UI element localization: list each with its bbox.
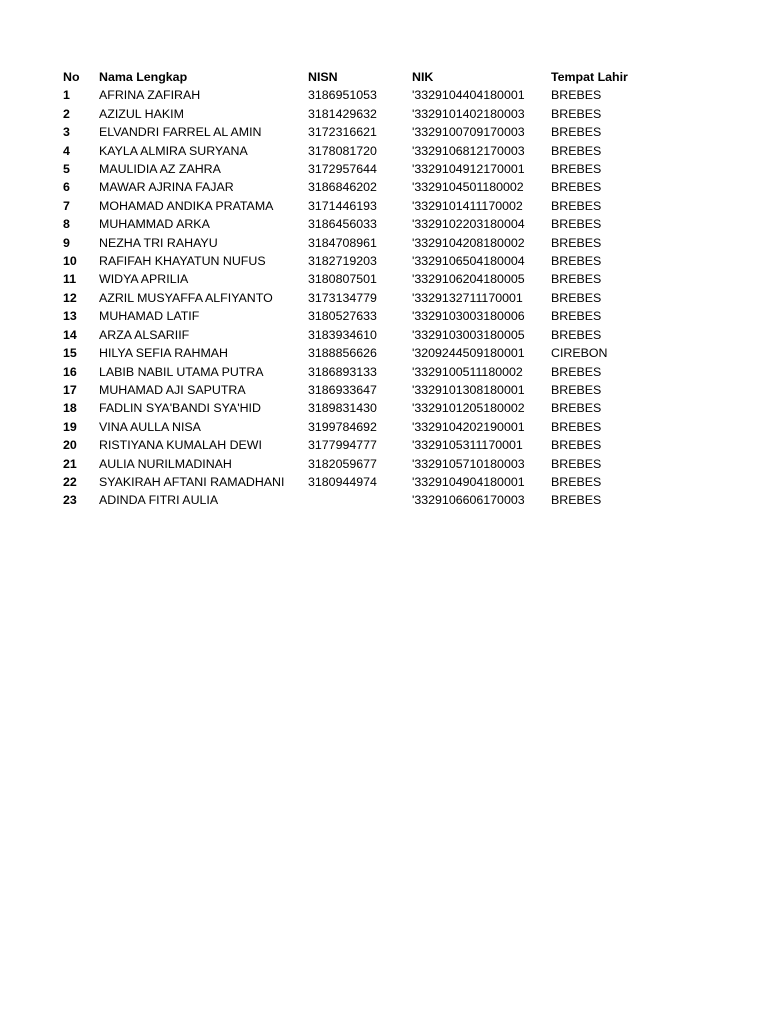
cell-tempat-lahir: BREBES xyxy=(551,290,602,305)
table-row xyxy=(63,178,661,196)
table-row xyxy=(63,142,661,160)
table-row xyxy=(63,473,661,491)
cell-tempat-lahir: BREBES xyxy=(551,143,602,158)
cell-nisn: 3171446193 xyxy=(308,198,377,213)
table-row xyxy=(63,270,661,288)
cell-tempat-lahir: BREBES xyxy=(551,272,602,287)
table-header-row xyxy=(63,68,661,86)
cell-tempat-lahir: BREBES xyxy=(551,235,602,250)
cell-nisn: 3189831430 xyxy=(308,401,377,416)
cell-nik: '3329101402180003 xyxy=(412,106,525,121)
cell-tempat-lahir: BREBES xyxy=(551,309,602,324)
table-row xyxy=(63,160,661,178)
cell-nik: '3329102203180004 xyxy=(412,217,525,232)
header-tempat-lahir: Tempat Lahir xyxy=(551,70,628,84)
cell-tempat-lahir: BREBES xyxy=(551,382,602,397)
table-row xyxy=(63,252,661,270)
cell-no: 13 xyxy=(63,309,77,324)
cell-no: 20 xyxy=(63,438,77,453)
header-nama-lengkap: Nama Lengkap xyxy=(99,70,188,84)
cell-nik: '3329103003180006 xyxy=(412,309,525,324)
cell-nama: WIDYA APRILIA xyxy=(99,272,189,287)
table-row xyxy=(63,363,661,381)
cell-tempat-lahir: BREBES xyxy=(551,180,602,195)
cell-nama: KAYLA ALMIRA SURYANA xyxy=(99,143,248,158)
cell-no: 12 xyxy=(63,290,77,305)
table-row xyxy=(63,215,661,233)
cell-nisn: 3180944974 xyxy=(308,474,377,489)
cell-no: 9 xyxy=(63,235,70,250)
cell-nama: VINA AULLA NISA xyxy=(99,419,201,434)
cell-no: 21 xyxy=(63,456,77,471)
cell-no: 2 xyxy=(63,106,70,121)
cell-nik: '3329100511180002 xyxy=(412,364,523,379)
table-row xyxy=(63,344,661,362)
cell-nisn: 3184708961 xyxy=(308,235,377,250)
cell-tempat-lahir: BREBES xyxy=(551,217,602,232)
cell-nama: SYAKIRAH AFTANI RAMADHANI xyxy=(99,474,285,489)
cell-nama: NEZHA TRI RAHAYU xyxy=(99,235,218,250)
cell-tempat-lahir: BREBES xyxy=(551,198,602,213)
header-no: No xyxy=(63,70,80,84)
cell-nisn: 3182719203 xyxy=(308,254,377,269)
cell-tempat-lahir: CIREBON xyxy=(551,346,608,361)
cell-nisn: 3186893133 xyxy=(308,364,377,379)
table-row xyxy=(63,86,661,104)
cell-tempat-lahir: BREBES xyxy=(551,106,602,121)
cell-tempat-lahir: BREBES xyxy=(551,88,602,103)
cell-no: 3 xyxy=(63,125,70,140)
cell-nisn: 3180807501 xyxy=(308,272,377,287)
cell-nisn: 3186846202 xyxy=(308,180,377,195)
cell-nisn: 3172316621 xyxy=(308,125,377,140)
table-body xyxy=(63,86,661,509)
table-row xyxy=(63,381,661,399)
cell-nisn: 3172957644 xyxy=(308,162,377,177)
cell-no: 11 xyxy=(63,272,77,287)
cell-tempat-lahir: BREBES xyxy=(551,162,602,177)
cell-tempat-lahir: BREBES xyxy=(551,438,602,453)
cell-nama: RISTIYANA KUMALAH DEWI xyxy=(99,438,262,453)
cell-tempat-lahir: BREBES xyxy=(551,456,602,471)
cell-nama: MOHAMAD ANDIKA PRATAMA xyxy=(99,198,274,213)
cell-nama: AFRINA ZAFIRAH xyxy=(99,88,201,103)
cell-nama: AZIZUL HAKIM xyxy=(99,106,184,121)
cell-tempat-lahir: BREBES xyxy=(551,493,602,508)
cell-nama: ARZA ALSARIIF xyxy=(99,327,190,342)
cell-nisn: 3186951053 xyxy=(308,88,377,103)
table-row xyxy=(63,307,661,325)
cell-nik: '3329101411170002 xyxy=(412,198,523,213)
table-row xyxy=(63,455,661,473)
cell-nama: AULIA NURILMADINAH xyxy=(99,456,232,471)
cell-nik: '3329106504180004 xyxy=(412,254,525,269)
table-row xyxy=(63,105,661,123)
cell-nama: MUHAMAD LATIF xyxy=(99,309,200,324)
cell-nik: '3329104501180002 xyxy=(412,180,524,195)
cell-tempat-lahir: BREBES xyxy=(551,364,602,379)
cell-no: 17 xyxy=(63,382,77,397)
cell-nama: AZRIL MUSYAFFA ALFIYANTO xyxy=(99,290,273,305)
cell-tempat-lahir: BREBES xyxy=(551,327,602,342)
cell-no: 8 xyxy=(63,217,70,232)
cell-nama: MAWAR AJRINA FAJAR xyxy=(99,180,234,195)
cell-no: 5 xyxy=(63,162,70,177)
cell-nik: '3329101308180001 xyxy=(412,382,525,397)
table-row xyxy=(63,326,661,344)
cell-nik: '3329106812170003 xyxy=(412,143,525,158)
table-row xyxy=(63,399,661,417)
cell-nama: MAULIDIA AZ ZAHRA xyxy=(99,162,221,177)
cell-nisn xyxy=(308,491,412,509)
cell-nik: '3329106204180005 xyxy=(412,272,525,287)
cell-nama: LABIB NABIL UTAMA PUTRA xyxy=(99,364,264,379)
cell-no: 6 xyxy=(63,180,70,195)
cell-nisn: 3182059677 xyxy=(308,456,377,471)
cell-nik: '3329104904180001 xyxy=(412,474,525,489)
table-row xyxy=(63,289,661,307)
cell-no: 23 xyxy=(63,493,77,508)
table-row xyxy=(63,418,661,436)
cell-nisn: 3183934610 xyxy=(308,327,377,342)
cell-nama: ADINDA FITRI AULIA xyxy=(99,493,219,508)
cell-nisn: 3199784692 xyxy=(308,419,377,434)
student-table xyxy=(63,68,661,510)
cell-nik: '3329104912170001 xyxy=(412,162,525,177)
table-row xyxy=(63,123,661,141)
cell-nik: '3329105710180003 xyxy=(412,456,525,471)
table-row xyxy=(63,436,661,454)
cell-nik: '3329104208180002 xyxy=(412,235,525,250)
cell-no: 14 xyxy=(63,327,77,342)
table-row xyxy=(63,491,661,509)
cell-nik: '3329101205180002 xyxy=(412,401,525,416)
cell-nisn: 3173134779 xyxy=(308,290,377,305)
cell-no: 7 xyxy=(63,198,70,213)
cell-nama: MUHAMAD AJI SAPUTRA xyxy=(99,382,246,397)
cell-nik: '3329100709170003 xyxy=(412,125,525,140)
cell-nik: '3329105311170001 xyxy=(412,438,523,453)
cell-nama: ELVANDRI FARREL AL AMIN xyxy=(99,125,262,140)
cell-nisn: 3186456033 xyxy=(308,217,377,232)
cell-nama: RAFIFAH KHAYATUN NUFUS xyxy=(99,254,266,269)
header-nik: NIK xyxy=(412,70,434,84)
cell-nisn: 3188856626 xyxy=(308,346,377,361)
cell-no: 1 xyxy=(63,88,70,103)
header-nisn: NISN xyxy=(308,70,338,84)
cell-nama: HILYA SEFIA RAHMAH xyxy=(99,346,228,361)
cell-nama: MUHAMMAD ARKA xyxy=(99,217,210,232)
cell-nisn: 3177994777 xyxy=(308,438,377,453)
cell-nik: '3329104404180001 xyxy=(412,88,525,103)
cell-no: 18 xyxy=(63,401,77,416)
cell-no: 19 xyxy=(63,419,77,434)
cell-no: 10 xyxy=(63,254,77,269)
cell-no: 4 xyxy=(63,143,70,158)
cell-nik: '3329103003180005 xyxy=(412,327,525,342)
cell-nisn: 3178081720 xyxy=(308,143,377,158)
cell-tempat-lahir: BREBES xyxy=(551,401,602,416)
cell-tempat-lahir: BREBES xyxy=(551,474,602,489)
cell-nisn: 3181429632 xyxy=(308,106,377,121)
cell-nik: '3329132711170001 xyxy=(412,290,523,305)
cell-no: 16 xyxy=(63,364,77,379)
cell-no: 22 xyxy=(63,474,77,489)
cell-nisn: 3180527633 xyxy=(308,309,377,324)
cell-tempat-lahir: BREBES xyxy=(551,125,602,140)
cell-nama: FADLIN SYA'BANDI SYA'HID xyxy=(99,401,261,416)
cell-nisn: 3186933647 xyxy=(308,382,377,397)
cell-tempat-lahir: BREBES xyxy=(551,254,602,269)
cell-nik: '3209244509180001 xyxy=(412,346,525,361)
table-row xyxy=(63,197,661,215)
cell-nik: '3329104202190001 xyxy=(412,419,525,434)
cell-no: 15 xyxy=(63,346,77,361)
cell-nik: '3329106606170003 xyxy=(412,493,525,508)
table-row xyxy=(63,234,661,252)
cell-tempat-lahir: BREBES xyxy=(551,419,602,434)
